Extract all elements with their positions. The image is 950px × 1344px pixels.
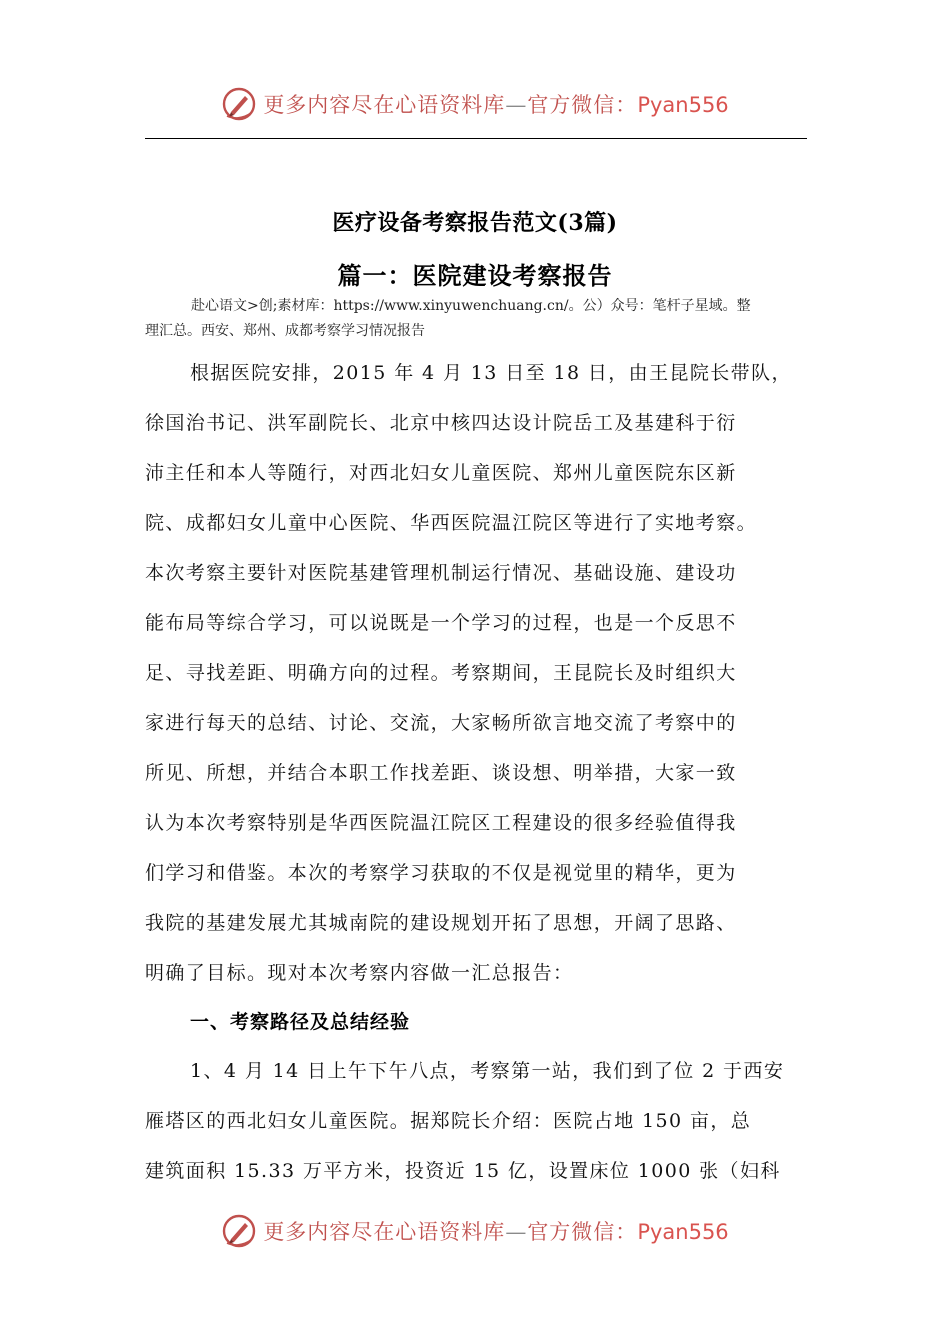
paragraph-line: 认为本次考察特别是华西医院温江院区工程建设的很多经验值得我 <box>145 812 737 834</box>
document-subtitle: 篇一：医院建设考察报告 <box>337 261 613 290</box>
paragraph-line: 徐国治书记、洪军副院长、北京中核四达设计院岳工及基建科于衍 <box>145 412 737 434</box>
wechat-id: Pyan556 <box>637 1220 729 1244</box>
header-banner <box>0 80 950 128</box>
paragraph-line: 足、寻找差距、明确方向的过程。考察期间，王昆院长及时组织大 <box>145 662 737 684</box>
section-heading: 一、考察路径及总结经验 <box>190 1011 411 1033</box>
paragraph-line: 本次考察主要针对医院基建管理机制运行情况、基础设施、建设功 <box>145 562 737 584</box>
paragraph-line: 明确了目标。现对本次考察内容做一汇总报告： <box>145 962 574 984</box>
paragraph-line: 根据医院安排，2015 年 4 月 13 日至 18 日，由王昆院长带队， <box>190 362 792 384</box>
paragraph-line: 们学习和借鉴。本次的考察学习获取的不仅是视觉里的精华，更为 <box>145 862 737 884</box>
paragraph-line: 家进行每天的总结、讨论、交流，大家畅所欲言地交流了考察中的 <box>145 712 737 734</box>
source-note-line-1: 赴心语文>创;素材库：https://www.xinyuwenchuang.cn/。公）众号：笔杆子星域。整 <box>191 298 751 314</box>
banner-text: 更多内容尽在心语资料库—官方微信：Pyan556 <box>263 93 729 117</box>
banner-text: 更多内容尽在心语资料库—官方微信：Pyan556 <box>263 1220 729 1244</box>
paragraph-line: 沛主任和本人等随行，对西北妇女儿童医院、郑州儿童医院东区新 <box>145 462 737 484</box>
paragraph-line: 能布局等综合学习，可以说既是一个学习的过程，也是一个反思不 <box>145 612 737 634</box>
wechat-id: Pyan556 <box>637 93 729 117</box>
paragraph-line: 所见、所想，并结合本职工作找差距、谈设想、明举措，大家一致 <box>145 762 737 784</box>
paragraph-line: 我院的基建发展尤其城南院的建设规划开拓了思想，开阔了思路、 <box>145 912 737 934</box>
document-title: 医疗设备考察报告范文(3篇) <box>332 210 618 236</box>
pen-logo-icon <box>221 1213 257 1249</box>
footer-banner <box>0 1207 950 1255</box>
paragraph-line: 建筑面积 15.33 万平方米，投资近 15 亿，设置床位 1000 张（妇科 <box>145 1160 781 1182</box>
paragraph-line: 1、4 月 14 日上午下午八点，考察第一站，我们到了位 2 于西安 <box>190 1060 785 1082</box>
paragraph-line: 院、成都妇女儿童中心医院、华西医院温江院区等进行了实地考察。 <box>145 512 758 534</box>
paragraph-line: 雁塔区的西北妇女儿童医院。据郑院长介绍：医院占地 150 亩，总 <box>145 1110 752 1132</box>
pen-logo-icon <box>221 86 257 122</box>
source-note-line-2: 理汇总。西安、郑州、成都考察学习情况报告 <box>145 323 425 339</box>
header-divider <box>145 138 807 139</box>
